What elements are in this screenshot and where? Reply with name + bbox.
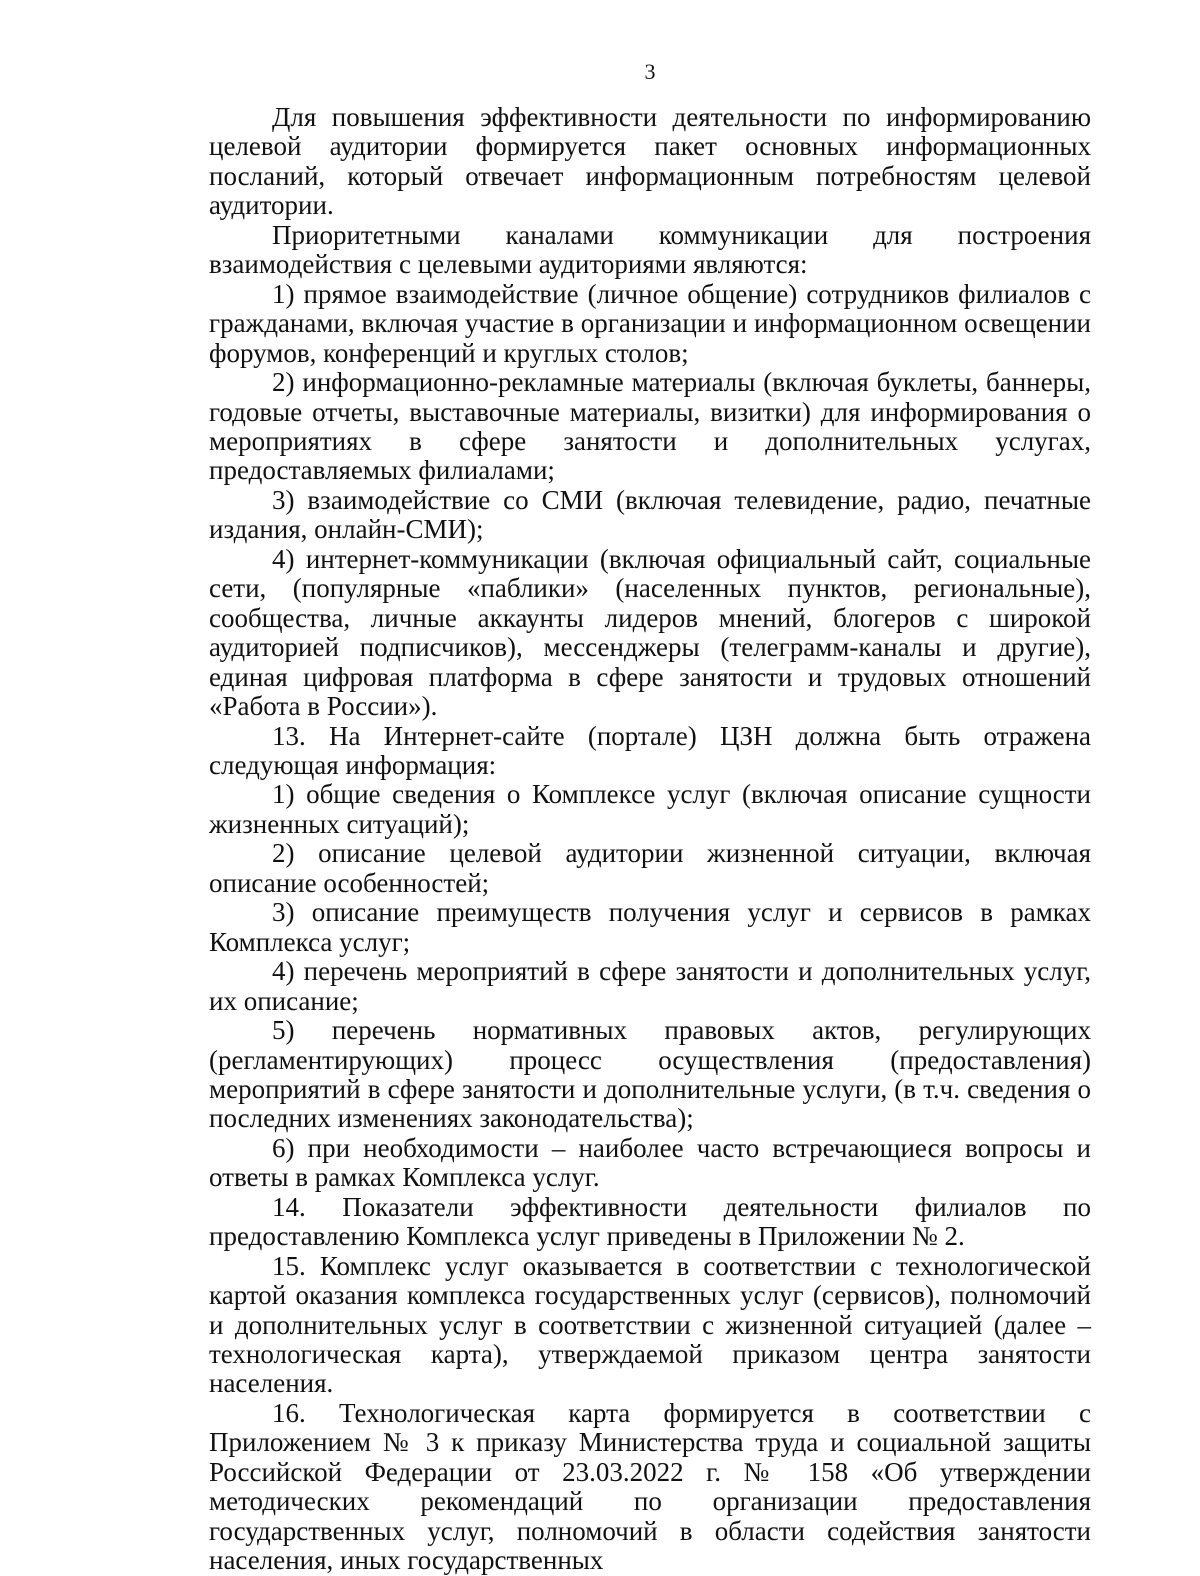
list-item: 6) при необходимости – наиболее часто встречающиеся вопросы и ответы в рамках Комплекса услуг. <box>209 1132 1091 1193</box>
list-item: 2) описание целевой аудитории жизненной ситуации, включая описание особенностей; <box>209 838 1091 898</box>
list-item: 5) перечень нормативных правовых актов, регулирующих (регламентирующих) процесс осуществления (предоставления) мероприятий в сфере занятости и дополнительные услуги, (в т.ч. сведения о последних изменениях законодательства); <box>209 1015 1091 1134</box>
paragraph: Для повышения эффективности деятельности по информированию целевой аудитории формируется пакет основных информационных посланий, который отвечает информационным потребностям целевой аудитории. <box>209 102 1091 221</box>
paragraph: 14. Показатели эффективности деятельности филиалов по предоставлению Комплекса услуг приведены в Приложении № 2. <box>209 1191 1091 1252</box>
list-item: 3) описание преимуществ получения услуг и сервисов в рамках Комплекса услуг; <box>209 897 1091 957</box>
paragraph: 16. Технологическая карта формируется в соответствии с Приложением № 3 к приказу Министерства труда и социальной защиты Российской Федерации от 23.03.2022 г. № 158 «Об утверждении методических рекомендаций по организации предоставления государственных услуг, полномочий в области содействия занятости населения, иных государственных <box>209 1397 1091 1576</box>
paragraph: 15. Комплекс услуг оказывается в соответствии с технологической картой оказания комплекса государственных услуг (сервисов), полномочий и дополнительных услуг в соответствии с жизненной ситуацией (далее – технологическая карта), утверждаемой приказом центра занятости населения. <box>209 1250 1091 1399</box>
document-body <box>209 103 1091 1576</box>
list-item: 1) общие сведения о Комплексе услуг (включая описание сущности жизненных ситуаций); <box>209 779 1091 839</box>
list-item: 2) информационно-рекламные материалы (включая буклеты, баннеры, годовые отчеты, выставочные материалы, визитки) для информирования о мероприятиях в сфере занятости и дополнительных услугах, предоставляемых филиалами; <box>209 367 1091 486</box>
paragraph: 13. На Интернет-сайте (портале) ЦЗН должна быть отражена следующая информация: <box>209 720 1091 780</box>
list-item: 4) интернет-коммуникации (включая официальный сайт, социальные сети, (популярные «паблики» (населенных пунктов, региональные), сообщества, личные аккаунты лидеров мнений, блогеров с широкой аудиторией подписчиков), мессенджеры (телеграмм-каналы и другие), единая цифровая платформа в сфере занятости и трудовых отношений «Работа в России»). <box>209 543 1091 722</box>
list-item: 1) прямое взаимодействие (личное общение) сотрудников филиалов с гражданами, включая участие в организации и информационном освещении форумов, конференций и круглых столов; <box>209 278 1091 368</box>
page-number: 3 <box>644 59 656 84</box>
list-item: 4) перечень мероприятий в сфере занятости и дополнительных услуг, их описание; <box>209 956 1091 1016</box>
list-item: 3) взаимодействие со СМИ (включая телевидение, радио, печатные издания, онлайн-СМИ); <box>209 484 1091 545</box>
paragraph: Приоритетными каналами коммуникации для построения взаимодействия с целевыми аудиториями являются: <box>209 219 1091 280</box>
